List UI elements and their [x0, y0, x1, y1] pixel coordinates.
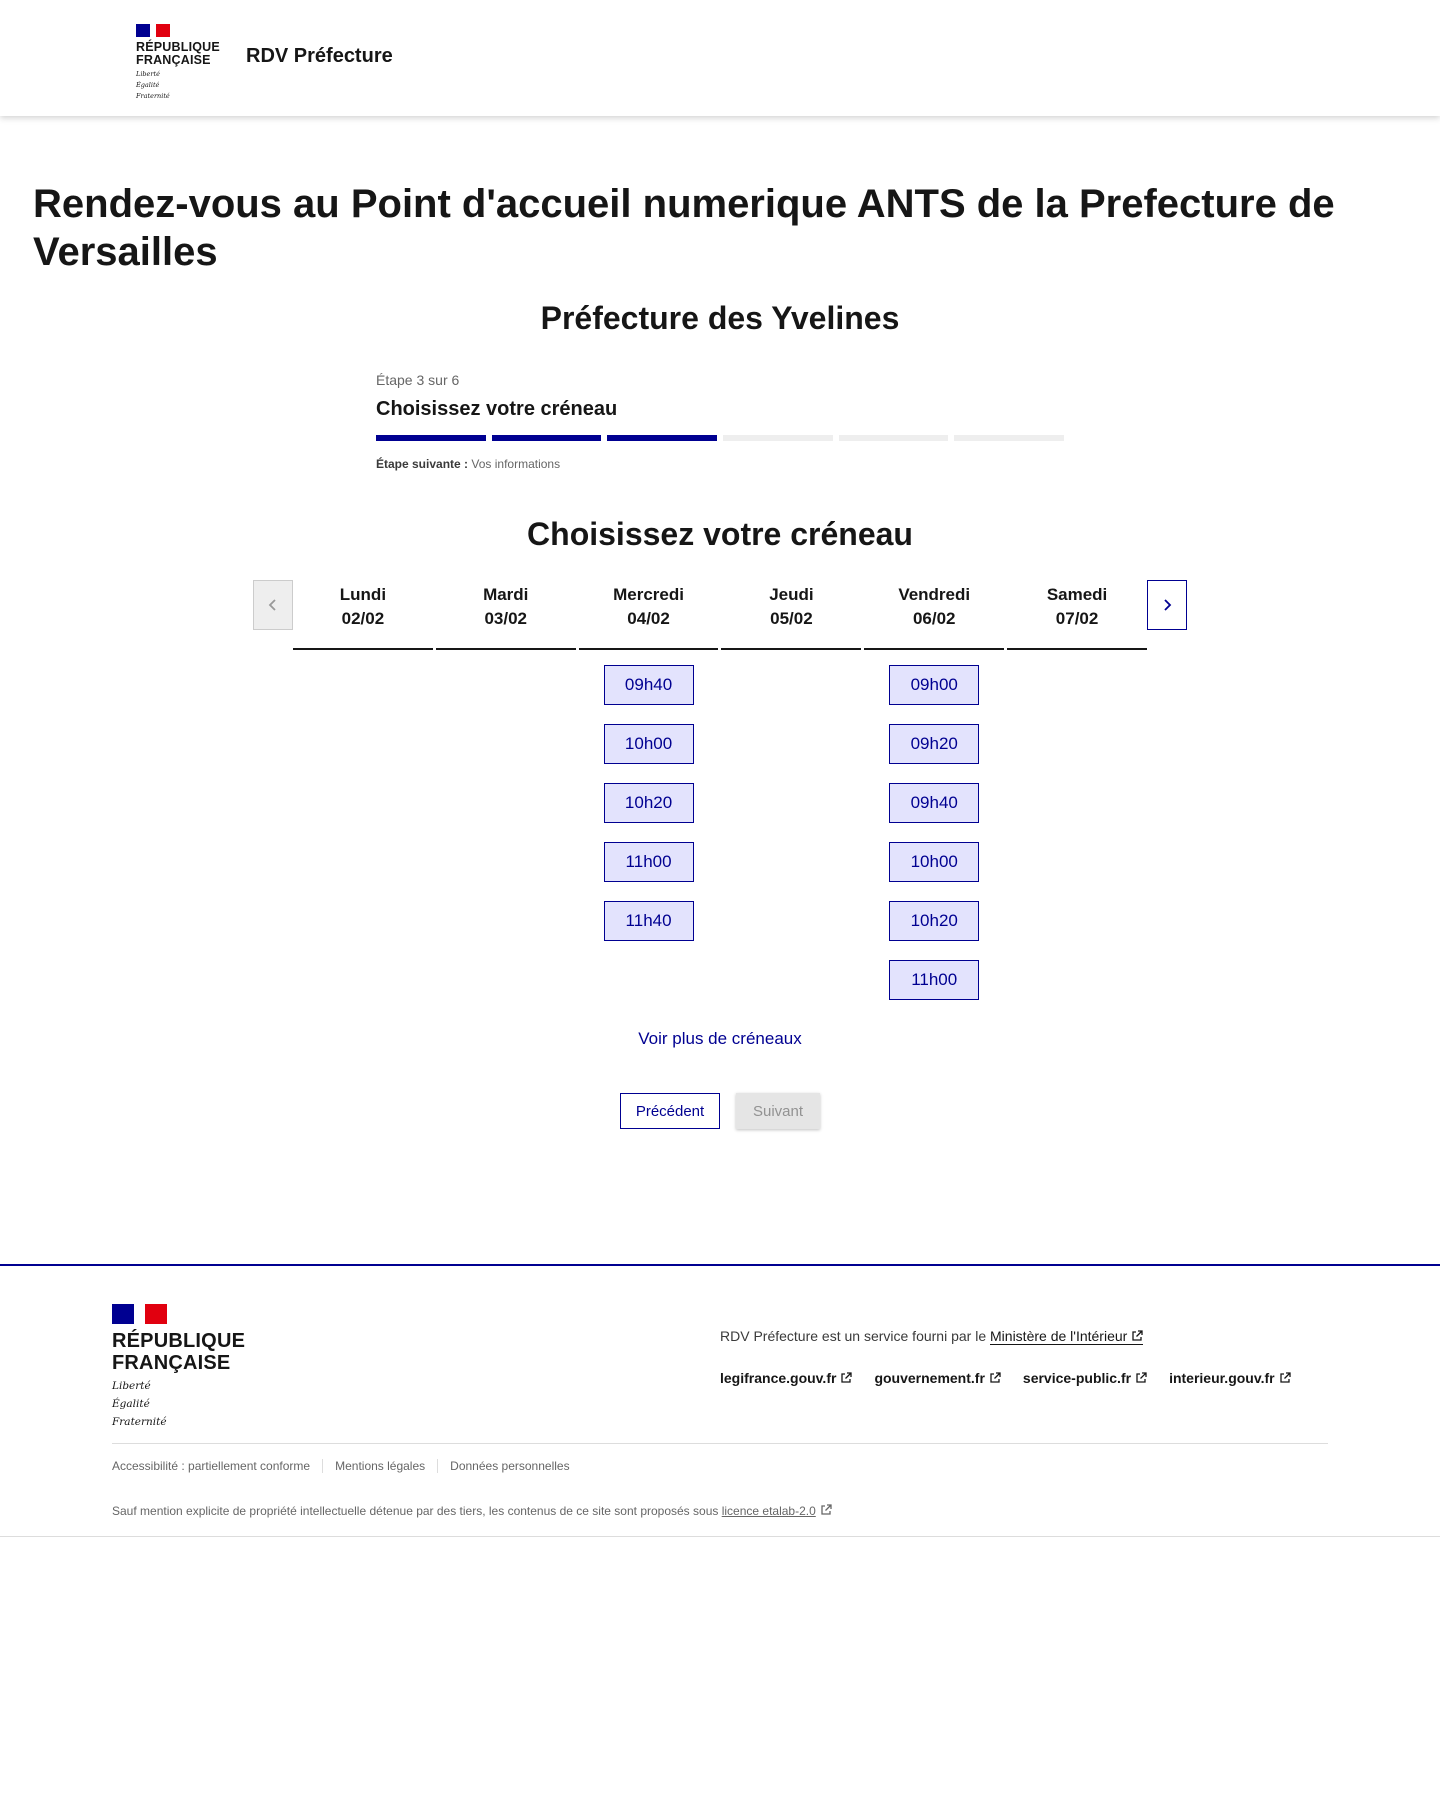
step-bar	[839, 435, 949, 441]
slot-list	[436, 650, 576, 665]
previous-week-button[interactable]	[253, 580, 293, 630]
republique-francaise-logo[interactable]	[136, 24, 226, 100]
day-name: Jeudi	[769, 585, 814, 604]
day-column	[864, 580, 1004, 1000]
marianne-flag-icon	[112, 1304, 167, 1324]
day-name: Mercredi	[613, 585, 684, 604]
footer-link[interactable]	[720, 1370, 852, 1386]
footer-description-text: RDV Préfecture est un service fourni par le	[720, 1328, 991, 1344]
marianne-flag-icon	[136, 24, 170, 37]
day-column	[293, 580, 433, 1000]
motto-fraternite: Fraternité	[136, 92, 170, 100]
prefecture-subtitle: Préfecture des Yvelines	[540, 300, 900, 336]
step-next-label: Étape suivante :	[376, 457, 469, 471]
step-bar	[492, 435, 602, 441]
page-title: Rendez-vous au Point d'accueil numerique ANTS de la Prefecture de Versailles	[33, 182, 1335, 274]
more-slots-link-wrap	[0, 1029, 1440, 1049]
site-footer	[0, 1264, 1440, 1537]
slot-list	[579, 650, 719, 941]
day-header	[864, 580, 1004, 650]
time-slot-button[interactable]: 10h00	[889, 842, 979, 882]
step-bar	[607, 435, 717, 441]
footer-link-label: legifrance.gouv.fr	[720, 1370, 837, 1386]
footer-motto-liberte: Liberté	[112, 1380, 151, 1392]
motto-egalite: Égalité	[136, 81, 160, 89]
day-date: 02/02	[341, 609, 385, 628]
time-slot-button[interactable]: 11h00	[889, 960, 979, 1000]
footer-link[interactable]	[1169, 1370, 1291, 1386]
day-header	[1007, 580, 1147, 650]
footer-bottom-link[interactable]: Accessibilité : partiellement conforme	[112, 1459, 311, 1473]
ministere-link[interactable]	[990, 1328, 1143, 1345]
chevron-right-icon	[1160, 598, 1174, 612]
more-slots-link[interactable]: Voir plus de créneaux	[638, 1029, 802, 1048]
time-slot-button[interactable]: 09h20	[889, 724, 979, 764]
time-slot-button[interactable]: 11h40	[604, 901, 694, 941]
footer-link[interactable]	[874, 1370, 1000, 1386]
license-link-label: licence etalab-2.0	[721, 1504, 816, 1518]
time-slot-button[interactable]: 09h40	[604, 665, 694, 705]
step-title: Choisissez votre créneau	[376, 398, 618, 420]
step-next-value: Vos informations	[471, 457, 561, 471]
footer-republique-francaise-logo[interactable]	[112, 1304, 245, 1428]
day-date: 03/02	[484, 609, 528, 628]
slot-section-title: Choisissez votre créneau	[527, 516, 913, 552]
footer-link-label: interieur.gouv.fr	[1169, 1370, 1275, 1386]
step-next	[376, 457, 1064, 471]
logo-line-1: RÉPUBLIQUE	[136, 40, 220, 54]
step-progress-bars	[376, 435, 1064, 441]
time-slot-button[interactable]: 10h20	[604, 783, 694, 823]
day-name: Samedi	[1046, 585, 1108, 604]
day-date: 05/02	[770, 609, 813, 628]
time-slot-button[interactable]: 09h40	[889, 783, 979, 823]
day-name: Lundi	[339, 585, 387, 604]
day-header	[293, 580, 433, 650]
footer-link-label: gouvernement.fr	[874, 1370, 985, 1386]
day-date: 04/02	[627, 609, 670, 628]
license-link[interactable]	[722, 1504, 832, 1518]
motto-liberte: Liberté	[136, 70, 160, 78]
external-link-icon	[1279, 1372, 1291, 1384]
previous-button[interactable]: Précédent	[620, 1093, 720, 1129]
day-column	[436, 580, 576, 1000]
day-name: Vendredi	[898, 585, 971, 604]
external-link-icon	[1131, 1330, 1143, 1342]
footer-bottom-link[interactable]: Mentions légales	[322, 1459, 437, 1473]
slot-list	[293, 650, 433, 665]
step-bar	[954, 435, 1064, 441]
external-link-icon	[1135, 1372, 1147, 1384]
service-title[interactable]: RDV Préfecture	[246, 45, 393, 67]
day-date: 07/02	[1055, 609, 1099, 628]
next-week-button[interactable]	[1147, 580, 1187, 630]
footer-bottom-links	[112, 1459, 582, 1473]
day-header	[579, 580, 719, 650]
time-slot-button[interactable]: 09h00	[889, 665, 979, 705]
step-bar	[376, 435, 486, 441]
day-column	[579, 580, 719, 1000]
footer-license	[112, 1504, 832, 1518]
form-actions	[0, 1093, 1440, 1129]
footer-motto-fraternite: Fraternité	[112, 1416, 167, 1428]
time-slot-button[interactable]: 10h00	[604, 724, 694, 764]
external-link-icon	[989, 1372, 1001, 1384]
slot-list	[864, 650, 1004, 1000]
day-name: Mardi	[483, 585, 529, 604]
day-column	[1007, 580, 1147, 1000]
step-bar	[723, 435, 833, 441]
chevron-left-icon	[266, 598, 280, 612]
site-header	[0, 0, 1440, 116]
day-header	[436, 580, 576, 650]
footer-link[interactable]	[1023, 1370, 1147, 1386]
footer-link-label: service-public.fr	[1022, 1370, 1132, 1386]
day-header	[721, 580, 861, 650]
footer-description	[720, 1328, 1143, 1344]
footer-bottom-link[interactable]: Données personnelles	[437, 1459, 581, 1473]
external-link-icon	[840, 1372, 852, 1384]
time-slot-button[interactable]: 10h20	[889, 901, 979, 941]
footer-institutional-links	[720, 1370, 1291, 1386]
external-link-icon	[820, 1504, 832, 1516]
license-text: Sauf mention explicite de propriété intellectuelle détenue par des tiers, les contenus de ce site sont proposés sous	[112, 1504, 722, 1518]
next-button[interactable]: Suivant	[736, 1093, 820, 1129]
slot-list	[721, 650, 861, 665]
footer-logo-line-1: RÉPUBLIQUE	[112, 1330, 246, 1352]
footer-divider	[112, 1443, 1328, 1444]
time-slot-button[interactable]: 11h00	[604, 842, 694, 882]
day-date: 06/02	[912, 609, 956, 628]
footer-motto-egalite: Égalité	[112, 1398, 150, 1410]
footer-logo-line-2: FRANÇAISE	[112, 1352, 231, 1374]
stepper	[376, 372, 1064, 471]
day-columns	[293, 580, 1147, 1000]
step-count: Étape 3 sur 6	[376, 372, 460, 388]
day-column	[721, 580, 861, 1000]
logo-line-2: FRANÇAISE	[136, 53, 211, 67]
slot-list	[1007, 650, 1147, 665]
ministere-link-label: Ministère de l'Intérieur	[990, 1328, 1128, 1344]
